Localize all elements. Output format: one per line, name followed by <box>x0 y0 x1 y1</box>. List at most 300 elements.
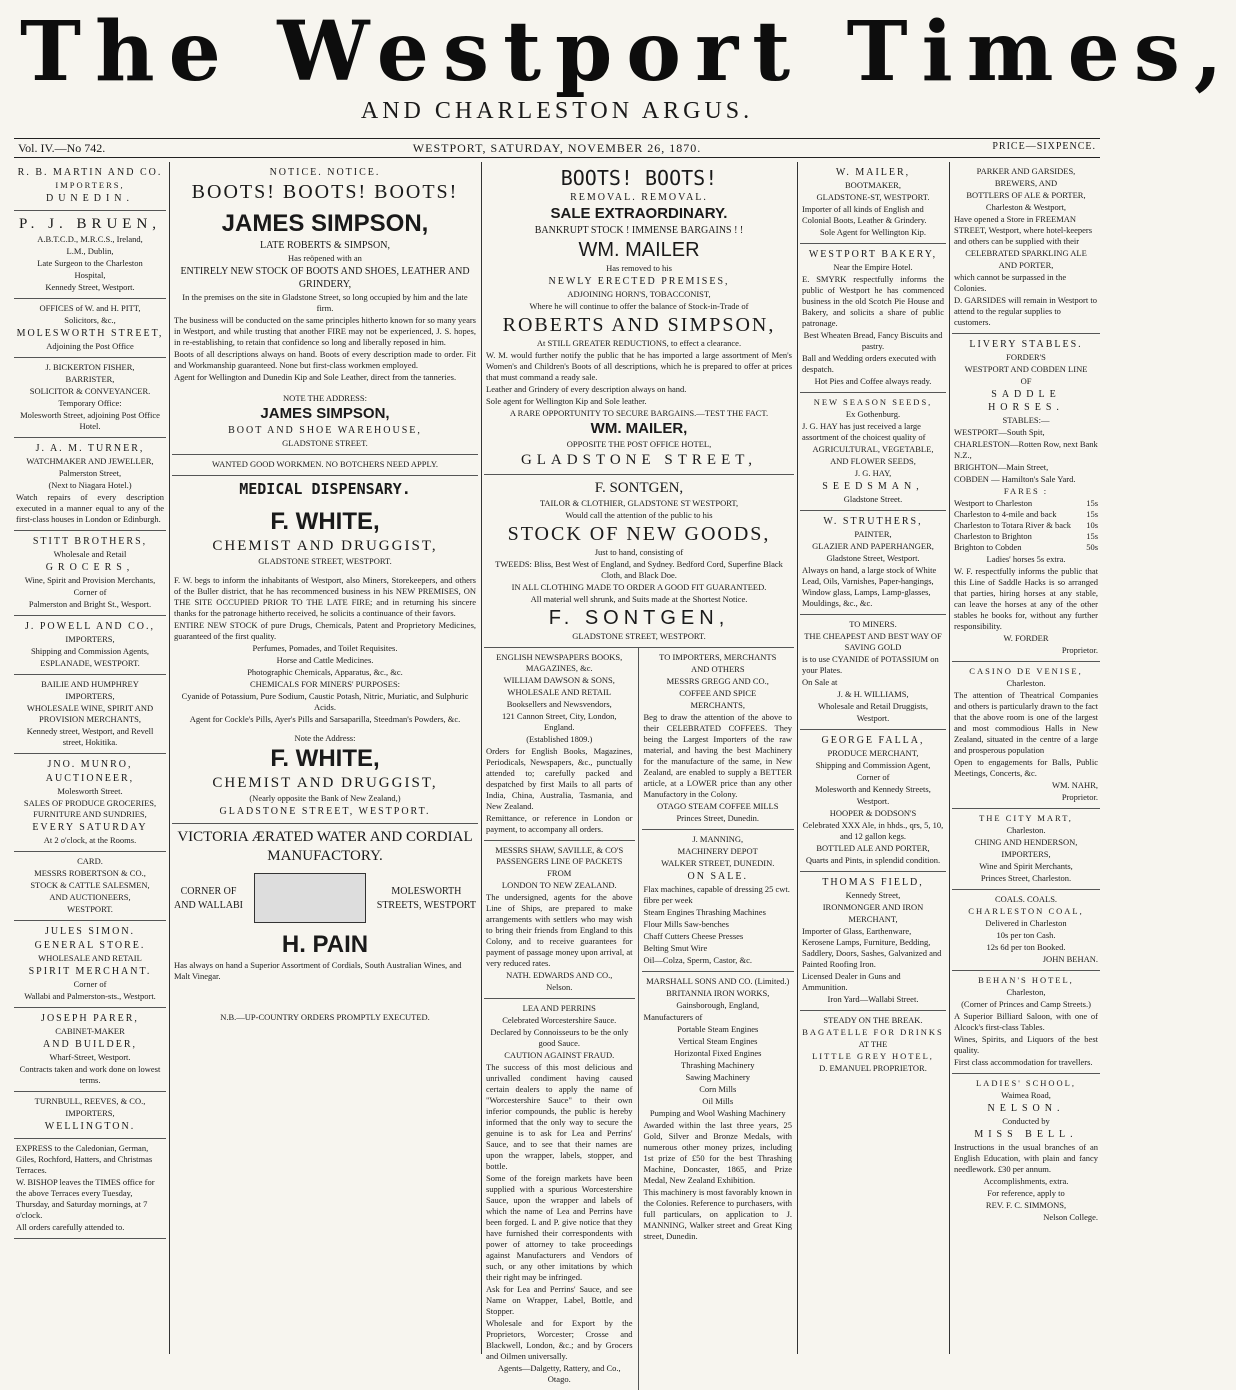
ad-line: Thrashing Machinery <box>681 1060 755 1070</box>
ad-body: Open to engagements for Balls, Public Meetings, Concerts, &c. <box>954 757 1098 778</box>
ad-marshall <box>642 972 794 1247</box>
ad-ladies-school <box>952 1074 1100 1228</box>
ad-line: GLADSTONE STREET, <box>520 452 758 468</box>
ad-line: Wholesale and Retail <box>53 549 127 559</box>
ad-line: WHOLESALE AND RETAIL <box>507 687 612 697</box>
ad-body: Wholesale and for Export by the Proprietors, Worcester; Crosse and Blackwell, London, &c.; and by Grocers and Oilmen universally. <box>486 1318 633 1361</box>
ad-line: Temporary Office: <box>58 398 122 408</box>
ad-heading: BOOTS! BOOTS! BOOTS! <box>191 181 459 203</box>
ad-line: CHEMICALS FOR MINERS' PURPOSES: <box>249 679 401 689</box>
ad-line: A RARE OPPORTUNITY TO SECURE BARGAINS.—TEST THE FACT. <box>509 408 769 418</box>
ad-line: OPPOSITE THE POST OFFICE HOTEL, <box>566 439 712 449</box>
ad-heading: LADIES' SCHOOL, <box>975 1078 1076 1088</box>
ad-line: Charleston, <box>1006 987 1046 997</box>
ad-falla <box>800 730 946 872</box>
ad-line: COBDEN — Hamilton's Sale Yard. <box>954 474 1076 484</box>
ad-body: Watch repairs of every description executed in a manner equal to any of the first-class houses in London or Edinburgh. <box>16 492 164 524</box>
ad-line: IRONMONGER AND IRON <box>822 902 924 912</box>
ad-body: Celebrated XXX Ale, in hhds., qrs, 5, 10, and 12 gallon kegs. <box>802 820 944 841</box>
ad-body: The business will be conducted on the same principles hitherto known for so many years in Westport, and while trusting that another FIRE may not be experienced, J. S. hopes, in re-establishing, to retain that confidence so long and liberally reposed in him. <box>174 315 476 347</box>
ad-line: MERCHANT, <box>848 914 898 924</box>
ad-line: Has removed to his <box>606 263 672 273</box>
ad-body: E. SMYRK respectfully informs the public of Westport he has commenced business in the old Scotch Pie House and Bakery, and solicits a share of public patronage. <box>802 274 944 328</box>
ad-line: AND WALLABI <box>174 899 243 911</box>
ad-heading: WILLIAM DAWSON & SONS, <box>503 675 615 685</box>
ad-heading: THE CITY MART, <box>979 813 1073 823</box>
ad-line: Ladies' horses 5s extra. <box>986 554 1066 564</box>
ad-line: J. & H. WILLIAMS, <box>837 689 909 699</box>
ad-line: Shipping and Commission Agents, <box>30 646 150 656</box>
ad-line: At STILL GREATER REDUCTIONS, to effect a clearance. <box>536 338 742 348</box>
ad-body: Always on hand, a large stock of White Lead, Oils, Varnishes, Paper-hangings, Window glass, Lamps, Lamp-glasses, Mouldings, &c., &c. <box>802 565 937 608</box>
ad-line: All material well shrunk, and Suits made at the Shortest Notice. <box>530 594 748 604</box>
ad-martin <box>14 162 166 211</box>
ad-heading: J. A. M. TURNER, <box>35 443 145 454</box>
ad-line: L.M., Dublin, <box>66 246 114 256</box>
ad-body: Has always on hand a Superior Assortment of Cordials, South Australian Wines, and Malt Vinegar. <box>174 960 462 981</box>
column-3 <box>484 162 794 1384</box>
ad-line: GENERAL STORE. <box>34 940 146 951</box>
ad-line: Manufacturers of <box>643 1012 703 1022</box>
ad-heading: MESSRS ROBERTSON & CO., <box>34 868 146 878</box>
ad-line: Charleston & Westport, <box>985 202 1067 212</box>
ad-line: Would call the attention of the public to his <box>565 510 713 520</box>
ad-line: AT THE <box>858 1039 888 1049</box>
ad-mailer <box>484 162 794 475</box>
ad-body: The attention of Theatrical Companies and others is particularly drawn to the fact that the above room is one of the largest and most commodious Halls in New Zealand, situated in the centre of a large and prosperous population <box>954 690 1098 755</box>
ad-line: WESTPORT AND COBDEN LINE <box>964 364 1088 374</box>
ad-heading: NEW SEASON SEEDS, <box>813 397 933 407</box>
ad-body: Beg to draw the attention of the above to their CELEBRATED COFFEES. They being the Largest Importers of the raw material, and having the best Machinery for the manufacture of the same, in New Zealand, are enabled to supply a BETTER article, at a LOWER price than any other Manufactory in the Colony. <box>643 712 792 799</box>
ad-line: Delivered in Charleston <box>985 918 1067 928</box>
ad-pain <box>172 824 478 1028</box>
ad-field <box>800 872 946 1011</box>
ad-heading: JULES SIMON. <box>44 926 136 937</box>
ad-body: W. M. would further notify the public that he has imported a large assortment of Men's Women's and Children's Boots of all descriptions, which he is prepared to offer at prices that must command a ready sale. <box>486 350 792 382</box>
ad-line: GROCERS, <box>45 562 135 573</box>
ad-heading: P. J. BRUEN, <box>18 216 162 232</box>
ad-line: COFFEE AND SPICE <box>679 688 757 698</box>
ad-line: NELSON. <box>987 1103 1065 1114</box>
ad-line: Sole Agent for Wellington Kip. <box>819 227 927 237</box>
ad-heading: PARKER AND GARSIDES, <box>976 166 1076 176</box>
ad-line: FORDER'S <box>1006 352 1046 362</box>
ad-line: AND OTHERS <box>690 664 745 674</box>
ad-line: 121 Cannon Street, City, London, England. <box>502 711 617 732</box>
ad-body: ENTIRE NEW STOCK of pure Drugs, Chemicals, Patent and Proprietory Medicines, guaranteed of the first quality. <box>174 620 476 641</box>
ad-line: Molesworth Street, adjoining Post Office Hotel. <box>20 410 160 431</box>
fare-route: Charleston to 4-mile and back <box>954 509 1057 519</box>
ad-heading: WM. MAILER, <box>590 420 688 437</box>
ad-line: Kennedy Street, Westport. <box>45 282 135 292</box>
ad-munro <box>14 754 166 852</box>
ad-pitt <box>14 299 166 358</box>
ad-heading: MESSRS SHAW, SAVILLE, & CO'S PASSENGERS LINE OF PACKETS <box>495 845 624 866</box>
fare-row <box>954 542 1098 553</box>
ad-body: Leather and Grindery of every description always on hand. <box>486 384 687 394</box>
ad-heading: FARES : <box>1003 486 1049 496</box>
ad-line: Agents—Dalgetty, Rattery, and Co., Otago. <box>497 1363 621 1384</box>
ad-body: A Superior Billiard Saloon, with one of Alcock's first-class Tables. <box>954 1011 1098 1032</box>
ad-behans-hotel <box>952 971 1100 1074</box>
ad-simon <box>14 921 166 1008</box>
ad-line: Photographic Chemicals, Apparatus, &c., &c. <box>247 667 403 677</box>
ad-body: The success of this most delicious and unrivalled condiment having caused certain dealers to apply the name of "Worcestershire Sauce" to their own inferior compounds, the public is hereby informed that the only way to secure the genuine is to ask for Lea and Perrins' Sauce, and to see that their names are upon the wrapper, labels, stopper, and bottle. <box>486 1062 633 1171</box>
ad-heading: LIVERY STABLES. <box>969 339 1083 350</box>
ad-line: CELEBRATED SPARKLING ALE <box>965 248 1087 258</box>
ad-line: Ex Gothenburg. <box>845 409 901 419</box>
ad-line: IMPORTERS, <box>65 634 115 644</box>
ad-heading: J. MANNING, <box>692 834 744 844</box>
ad-line: Has reöpened with an <box>288 253 362 263</box>
ad-line: Palmerston and Bright St., Wesport. <box>28 599 152 609</box>
ad-bruen <box>14 211 166 299</box>
ad-line: MACHINERY DEPOT <box>677 846 758 856</box>
fare-price: 50s <box>1086 542 1098 552</box>
ad-body: Sole agent for Wellington Kip and Sole leather. <box>486 396 647 406</box>
ad-line: Declared by Connoisseurs to be the only good Sauce. <box>490 1027 629 1048</box>
fare-route: Westport to Charleston <box>954 498 1033 508</box>
ad-line: LITTLE GREY HOTEL, <box>812 1051 934 1061</box>
ad-heading: J. POWELL AND CO., <box>24 621 156 632</box>
ad-heading: BAGATELLE FOR DRINKS <box>802 1027 944 1037</box>
ad-w-mailer <box>800 162 946 244</box>
ad-heading: MEDICAL DISPENSARY. <box>239 480 411 498</box>
fare-price: 15s <box>1086 531 1098 541</box>
ad-line: CARD. <box>77 856 103 866</box>
ad-line: BRITANNIA IRON WORKS, <box>666 988 770 998</box>
ad-line: Belting Smut Wire <box>643 943 708 953</box>
ad-line: GLADSTONE STREET, WESTPORT. <box>258 556 392 566</box>
ad-heading: LEA AND PERRINS <box>522 1003 596 1013</box>
ad-body: Licensed Dealer in Guns and Ammunition. <box>802 971 901 992</box>
ad-heading: STITT BROTHERS, <box>32 536 148 547</box>
ad-shaw-saville <box>484 841 635 999</box>
column-rule <box>169 162 170 1354</box>
ad-line: Contracts taken and work done on lowest terms. <box>19 1064 161 1085</box>
ad-line: Gainsborough, England, <box>676 1000 760 1010</box>
ad-line: Westport. <box>856 713 890 723</box>
ad-city-mart <box>952 809 1100 890</box>
ad-express <box>14 1139 166 1239</box>
ad-line: Steam Engines Thrashing Machines <box>643 907 766 917</box>
ad-line: BOTTLERS OF ALE & PORTER, <box>966 190 1086 200</box>
ad-body: Orders for English Books, Magazines, Periodicals, Newspapers, &c., punctually attended to; carefully packed and despatched by first Mails to all parts of India, China, Australia, Tasmania, and New Zealand. <box>486 746 633 811</box>
ad-line: Chaff Cutters Cheese Presses <box>643 931 744 941</box>
column-2 <box>172 162 478 1354</box>
ad-line: MOLESWORTH STREET, <box>16 328 164 339</box>
ad-line: Wine and Spirit Merchants, <box>979 861 1073 871</box>
ad-line: AGRICULTURAL, VEGETABLE, <box>812 444 934 454</box>
ad-line: SPIRIT MERCHANT. <box>28 966 152 977</box>
ad-line: Best Wheaten Bread, Fancy Biscuits and pastry. <box>803 330 943 351</box>
ad-line: STOCK & CATTLE SALESMEN, <box>30 880 150 890</box>
ad-heading: HOOPER & DODSON'S <box>829 808 917 818</box>
ad-line: Corn Mills <box>699 1084 737 1094</box>
ad-line: WHOLESALE AND RETAIL <box>38 953 142 963</box>
ad-heading: ON SALE. <box>687 871 748 882</box>
ad-heading: MESSRS GREGG AND CO., <box>666 676 769 686</box>
ad-line: CHARLESTON—Rotten Row, next Bank N.Z., <box>954 439 1098 460</box>
ad-line: WALKER STREET, DUNEDIN. <box>661 858 775 868</box>
ad-line: Gladstone Street, Westport. <box>826 553 920 563</box>
ad-heading: BOOTS! BOOTS! <box>560 166 718 190</box>
ad-line: WM. NAHR, <box>1051 780 1098 790</box>
ad-line: BARRISTER, <box>65 374 115 384</box>
fare-price: 10s <box>1086 520 1098 530</box>
ad-line: WESTPORT—South Spit, <box>954 427 1045 437</box>
ad-line: IMPORTERS, <box>65 691 115 701</box>
column-rule <box>481 162 482 1354</box>
ad-line: Conducted by <box>1002 1116 1050 1126</box>
column-5 <box>952 162 1100 1354</box>
ad-line: For reference, apply to <box>987 1188 1065 1198</box>
ad-line: Waimea Road, <box>1001 1090 1051 1100</box>
ad-line: Quarts and Pints, in splendid condition. <box>805 855 941 865</box>
ad-line: CHEMIST AND DRUGGIST, <box>212 538 438 554</box>
ad-line: AND BUILDER, <box>43 1039 137 1050</box>
ad-line: LATE ROBERTS & SIMPSON, <box>260 240 390 251</box>
factory-illustration <box>254 873 366 923</box>
ad-line: BOOT AND SHOE WAREHOUSE, <box>228 425 422 436</box>
fare-price: 15s <box>1086 509 1098 519</box>
ad-fisher <box>14 358 166 438</box>
ad-line: Corner of <box>73 979 107 989</box>
ad-line: IMPORTERS, <box>1001 849 1051 859</box>
column-rule <box>797 162 798 1354</box>
ad-line: Princes Street, Dunedin. <box>676 813 760 823</box>
ad-heading: JNO. MUNRO, <box>47 759 133 770</box>
ad-livery-stables <box>952 334 1100 662</box>
ad-line: IMPORTERS, <box>55 180 125 190</box>
ad-line: Adjoining the Post Office <box>46 341 134 351</box>
ad-body: All orders carefully attended to. <box>16 1222 125 1232</box>
ad-line: Solicitors, &c., <box>64 315 116 325</box>
ad-line: CORNER OF <box>180 885 237 897</box>
ad-body: Importer of all kinds of English and Colonial Boots, Leather & Grindery. <box>802 204 927 225</box>
ad-line: WATCHMAKER AND JEWELLER, <box>26 456 154 466</box>
ad-line: J. G. HAY, <box>854 468 892 478</box>
ad-cyanide <box>800 615 946 730</box>
ad-line: STREETS, WESTPORT <box>376 899 476 911</box>
ad-body: Awarded within the last three years, 25 Gold, Silver and Bronze Medals, with numerous other money prizes, including 1st prize of £50 for the best Thrashing Machine, Doncaster, 1865, and Prize Medal, New Zealand Exhibition. <box>643 1120 792 1185</box>
ad-line: MOLESWORTH <box>391 885 462 897</box>
fare-row <box>954 509 1098 520</box>
ad-line: TWEEDS: Bliss, Best West of England, and Sydney. Bedford Cord, Superfine Black Cloth, and Black Doe. <box>495 559 783 580</box>
ad-line: (Corner of Princes and Camp Streets.) <box>961 999 1091 1009</box>
ad-line: CHEMIST AND DRUGGIST, <box>212 775 438 791</box>
ad-heading: BAILIE AND HUMPHREY <box>41 679 139 689</box>
ad-heading: OFFICES of W. and H. PITT, <box>39 303 141 313</box>
ad-heading: MARSHALL SONS AND CO. (Limited.) <box>646 976 790 986</box>
ad-line: Proprietor. <box>1061 645 1098 655</box>
ad-line: 10s per ton Cash. <box>996 930 1056 940</box>
columns <box>14 162 1100 1384</box>
ad-line: MISS BELL. <box>974 1129 1078 1140</box>
ad-body: Importer of Glass, Earthenware, Kerosene Lamps, Furniture, Bedding, Saddlery, Doors, Sashes, Galvanized and Painted Roofing Iron. <box>802 926 942 969</box>
ad-line: On Sale at <box>802 677 838 687</box>
ad-heading: THOMAS FIELD, <box>822 877 924 888</box>
ad-body: First class accommodation for travellers. <box>954 1057 1093 1067</box>
ad-simpson-boots <box>172 162 478 455</box>
ad-line: GLADSTONE STREET. <box>282 438 368 448</box>
ad-body: Agent for Wellington and Dunedin Kip and Sole Leather, direct from the tanneries. <box>174 372 457 382</box>
fare-route: Charleston to Brighton <box>954 531 1032 541</box>
ad-line: Horizontal Fixed Engines <box>674 1048 762 1058</box>
ad-line: ADJOINING HORN'S, TOBACCONIST, <box>567 289 711 299</box>
ad-line: At 2 o'clock, at the Rooms. <box>43 835 137 845</box>
ad-line: Molesworth Street. <box>57 786 123 796</box>
factory-engraving <box>174 871 476 925</box>
ad-line: JOHN BEHAN. <box>1042 954 1098 964</box>
ad-heading: ENGLISH NEWSPAPERS BOOKS, MAGAZINES, &c. <box>496 652 623 673</box>
ad-line: WESTPORT. <box>67 904 113 914</box>
col3-subcolumn-right <box>639 648 794 1390</box>
ad-coal <box>952 890 1100 971</box>
ad-line: STABLES:— <box>1002 415 1050 425</box>
ad-line: NOTICE. NOTICE. <box>269 167 381 178</box>
ad-manning <box>642 830 794 972</box>
ad-line: Proprietor. <box>1061 792 1098 802</box>
ad-gregg <box>642 648 794 830</box>
ad-heading: W. MAILER, <box>835 167 911 178</box>
ad-line: W. FORDER <box>1003 633 1049 643</box>
ad-struthers <box>800 511 946 615</box>
ad-body: Wines, Spirits, and Liquors of the best quality. <box>954 1034 1098 1055</box>
column-4 <box>800 162 946 1354</box>
ad-line: AND FLOWER SEEDS, <box>830 456 916 466</box>
ad-heading: H. PAIN <box>281 931 369 958</box>
ad-heading: TO IMPORTERS, MERCHANTS <box>659 652 777 662</box>
ad-body: This machinery is most favorably known in the Colonies. Reference to purchasers, with full particulars, on application to J. MANNING, Walker street and Great King street, Dunedin. <box>643 1187 792 1241</box>
ad-line: Accomplishments, extra. <box>983 1176 1069 1186</box>
ad-line: Kennedy street, Westport, and Revell street, Hokitika. <box>26 726 154 747</box>
ad-line: Vertical Steam Engines <box>678 1036 758 1046</box>
ad-line: Perfumes, Pomades, and Toilet Requisites. <box>252 643 398 653</box>
ad-line: Flour Mills Saw-benches <box>643 919 729 929</box>
ad-line: ESPLANADE, WESTPORT. <box>40 658 140 668</box>
ad-line: (Next to Niagara Hotel.) <box>48 480 132 490</box>
ad-line: BREWERS, AND <box>994 178 1058 188</box>
ad-line: Nelson College. <box>1043 1212 1098 1222</box>
ad-heading: ROBERTS AND SIMPSON, <box>502 314 776 336</box>
ad-line: Horse and Cattle Medicines. <box>276 655 374 665</box>
ad-line: Molesworth and Kennedy Streets, <box>815 784 931 794</box>
fare-row <box>954 531 1098 542</box>
ad-line: Pumping and Wool Washing Machinery <box>649 1108 786 1118</box>
ad-line: CABINET-MAKER <box>55 1026 125 1036</box>
ad-line: GLADSTONE-ST, WESTPORT. <box>816 192 930 202</box>
ad-body: Instructions in the usual branches of an English Education, with plain and fancy needlework. £30 per annum. <box>954 1142 1098 1174</box>
ad-line: Ball and Wedding orders executed with despatch. <box>802 353 936 374</box>
ad-line: Hot Pies and Coffee always ready. <box>814 376 932 386</box>
ad-line: PAINTER, <box>854 529 892 539</box>
ad-robertson <box>14 852 166 921</box>
ad-line: A.B.T.C.D., M.R.C.S., Ireland, <box>37 234 143 244</box>
issue-date: WESTPORT, SATURDAY, NOVEMBER 26, 1870. <box>412 141 702 155</box>
column-rule <box>949 162 950 1354</box>
ad-body: is to use CYANIDE of POTASSIUM on your Plates. <box>802 654 939 675</box>
ad-line: Note the Address: <box>294 733 356 743</box>
ad-heading: F. WHITE, <box>270 745 380 772</box>
ad-line: SEEDSMAN, <box>822 481 924 492</box>
ad-line: Charleston. <box>1006 678 1046 688</box>
ad-line: Corner of <box>73 587 107 597</box>
ad-line: Sawing Machinery <box>685 1072 750 1082</box>
ad-line: EVERY SATURDAY <box>32 822 148 833</box>
ad-body: which cannot be surpassed in the Colonies. <box>954 272 1067 293</box>
ad-line: Celebrated Worcestershire Sauce. <box>502 1015 617 1025</box>
ad-line: Iron Yard—Wallabi Street. <box>827 994 919 1004</box>
fare-row <box>954 498 1098 509</box>
ad-heading: STOCK OF NEW GOODS, <box>507 523 771 545</box>
ad-line: Wine, Spirit and Provision Merchants, <box>24 575 156 585</box>
fare-route: Charleston to Totara River & back <box>954 520 1072 530</box>
ad-parker-garsides <box>952 162 1100 334</box>
ad-line: NATH. EDWARDS AND CO., <box>506 970 613 980</box>
ad-line: Flax machines, capable of dressing 25 cwt. fibre per week <box>643 884 790 905</box>
ad-hay-seeds <box>800 393 946 511</box>
ad-line: DUNEDIN. <box>45 193 135 204</box>
ad-bagatelle <box>800 1011 946 1079</box>
ad-line: Princes Street, Charleston. <box>980 873 1072 883</box>
ad-line: Palmerston Street, <box>58 468 122 478</box>
ad-line: PRODUCE MERCHANT, <box>827 748 919 758</box>
ad-line: In the premises on the site in Gladstone Street, so long occupied by him and the late firm. <box>182 292 468 313</box>
ad-line: Kennedy Street, <box>845 890 901 900</box>
ad-body: Boots of all descriptions always on hand. Boots of every description made to order. Fit and Workmanship guaranteed. None but first-class workmen employed. <box>174 349 476 370</box>
issue-price: PRICE—SIXPENCE. <box>992 141 1096 152</box>
ad-dawson <box>484 648 635 841</box>
ad-heading: R. B. MARTIN AND CO. <box>17 167 163 178</box>
ad-line: Late Surgeon to the Charleston <box>37 258 143 268</box>
ad-line: FROM <box>547 868 572 878</box>
ad-body: Remittance, or reference in London or payment, to accompany all orders. <box>486 813 633 834</box>
ad-line: Where he will continue to offer the balance of Stock-in-Trade of <box>529 301 749 311</box>
ad-line: Gladstone Street. <box>843 494 903 504</box>
ad-heading: JOSEPH PARER, <box>41 1013 139 1024</box>
ad-heading: JAMES SIMPSON, <box>221 210 429 237</box>
ad-line: REV. F. C. SIMMONS, <box>985 1200 1067 1210</box>
ad-line: (Established 1809.) <box>526 734 593 744</box>
ad-heading: F. WHITE, <box>270 508 380 535</box>
ad-wanted <box>172 455 478 476</box>
ad-line: Just to hand, consisting of <box>594 547 684 557</box>
ad-line: Near the Empire Hotel. <box>833 262 913 272</box>
ad-sontgen <box>484 475 794 648</box>
fare-price: 15s <box>1086 498 1098 508</box>
ad-line: SADDLE HORSES. <box>988 389 1064 413</box>
ad-stitt <box>14 531 166 616</box>
ad-body: W. F. respectfully informs the public that this Line of Saddle Hacks is so arranged that parties, hiring horses at any stable, can leave the horses at any of the other stables he books for, without any further responsibility. <box>954 566 1098 631</box>
ad-baillie <box>14 675 166 754</box>
ad-line: MERCHANTS, <box>690 700 746 710</box>
ad-line: Wallabi and Palmerston-sts., Westport. <box>24 991 156 1001</box>
ad-line: MANUFACTORY. <box>267 848 383 864</box>
ad-line: Cyanide of Potassium, Pure Sodium, Caustic Potash, Nitric, Muriatic, and Sulphuric Acids. <box>181 691 469 712</box>
ad-line: WHOLESALE WINE, SPIRIT AND PROVISION MERCHANTS, <box>26 703 154 724</box>
ad-turner <box>14 438 166 531</box>
ad-line: OF <box>1020 376 1032 386</box>
ad-line: WELLINGTON. <box>44 1121 136 1132</box>
ad-body: J. G. HAY has just received a large assortment of the choicest quality of <box>802 421 926 442</box>
ad-line: SALES OF PRODUCE GROCERIES, FURNITURE AND SUNDRIES, <box>23 798 157 819</box>
newspaper-subtitle: AND CHARLESTON ARGUS. <box>360 98 754 124</box>
ad-heading: F. SONTGEN, <box>594 480 684 496</box>
ad-line: Westport. <box>856 796 890 806</box>
ad-line: Agent for Cockle's Pills, Ayer's Pills and Sarsaparilla, Steedman's Powders, &c. <box>189 714 461 724</box>
ad-line: AND PORTER, <box>998 260 1054 270</box>
